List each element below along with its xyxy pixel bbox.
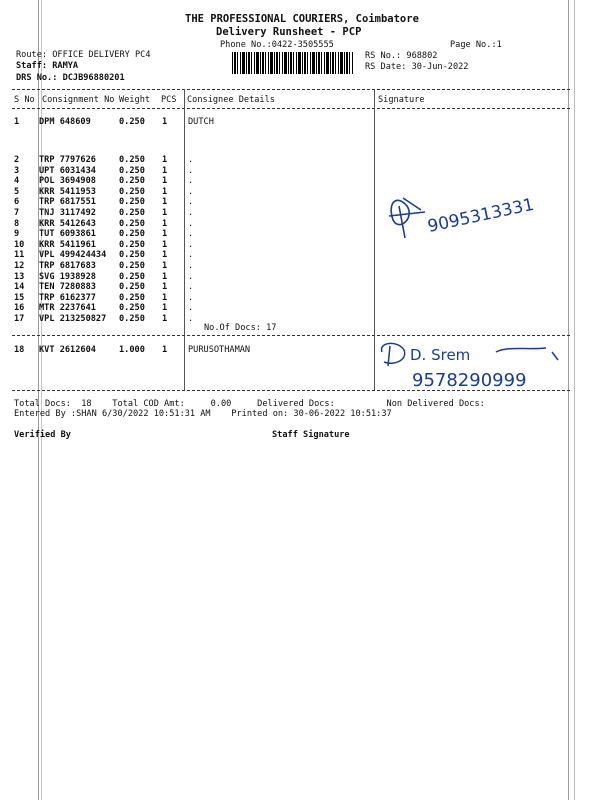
row-consignee: . (188, 208, 194, 218)
row-weight: 0.250 (119, 197, 145, 208)
staff-signature-label: Staff Signature (272, 430, 350, 440)
phone-number: Phone No.:0422-3505555 (220, 40, 334, 50)
row-pcs: 1 (162, 303, 168, 314)
row-pcs: 1 (162, 250, 168, 261)
row-weight: 1.000 (119, 345, 145, 355)
row-serial-number: 4 (14, 176, 20, 187)
table-row (0, 293, 600, 304)
signature-scribble-1 (385, 180, 555, 250)
page-number: Page No.:1 (450, 40, 502, 50)
col-signature: Signature (378, 95, 425, 105)
row-pcs: 1 (162, 282, 168, 293)
row-consignment-no: VPL 213250827 (39, 314, 107, 324)
row-pcs: 1 (162, 117, 168, 127)
entered-by-line: Entered By :SHAN 6/30/2022 10:51:31 AM Printed on: 30-06-2022 10:51:37 (14, 409, 392, 419)
row-pcs: 1 (162, 229, 168, 240)
table-row (0, 117, 600, 128)
row-serial-number: 14 (14, 282, 25, 293)
row-pcs: 1 (162, 261, 168, 271)
sheet-title: Delivery Runsheet - PCP (216, 26, 362, 38)
row-pcs: 1 (162, 239, 168, 250)
table-row (0, 250, 600, 261)
row-weight: 0.250 (119, 229, 145, 240)
staff: Staff: RAMYA (16, 61, 79, 71)
row-pcs: 1 (162, 292, 168, 303)
group-doc-count: No.Of Docs: 17 (204, 323, 277, 333)
row-weight: 0.250 (119, 239, 145, 250)
row-consignment-no: POL 3694908 (39, 176, 96, 187)
row-weight: 0.250 (119, 208, 145, 218)
table-row (0, 282, 600, 293)
row-pcs: 1 (162, 176, 168, 187)
totals-line: Total Docs: 18 Total COD Amt: 0.00 Delivered Docs: Non Delivered Docs: (14, 399, 485, 409)
signature-phone-1: 9095313331 (425, 194, 536, 237)
row-weight: 0.250 (119, 271, 145, 282)
row-pcs: 1 (162, 165, 168, 176)
row-consignee: . (188, 282, 194, 293)
row-serial-number: 7 (14, 208, 20, 218)
col-pcs: PCS (161, 95, 177, 105)
row-consignment-no: MTR 2237641 (39, 303, 96, 314)
row-weight: 0.250 (119, 165, 145, 176)
table-row (0, 314, 600, 325)
row-consignment-no: VPL 499424434 (39, 250, 107, 261)
row-weight: 0.250 (119, 314, 145, 324)
row-pcs: 1 (162, 314, 168, 324)
company-name: THE PROFESSIONAL COURIERS, Coimbatore (185, 13, 419, 25)
row-consignee: . (188, 229, 194, 240)
row-serial-number: 2 (14, 155, 20, 165)
col-consignee: Consignee Details (187, 95, 275, 105)
row-serial-number: 12 (14, 261, 25, 271)
row-consignment-no: TRP 6817683 (39, 261, 96, 271)
verified-by-label: Verified By (14, 430, 71, 440)
row-consignment-no: KRR 5412643 (39, 218, 96, 229)
row-pcs: 1 (162, 271, 168, 282)
row-consignee: . (188, 155, 194, 165)
row-consignment-no: UPT 6031434 (39, 165, 96, 176)
row-serial-number: 9 (14, 229, 20, 240)
row-serial-number: 13 (14, 271, 25, 282)
row-consignee: DUTCH (188, 117, 214, 127)
row-consignment-no: TEN 7280883 (39, 282, 96, 293)
row-consignment-no: TRP 7797626 (39, 155, 96, 165)
row-serial-number: 8 (14, 218, 20, 229)
row-pcs: 1 (162, 186, 168, 197)
row-serial-number: 10 (14, 239, 25, 250)
row-consignment-no: KVT 2612604 (39, 345, 96, 355)
row-weight: 0.250 (119, 250, 145, 261)
row-consignment-no: TRP 6162377 (39, 292, 96, 303)
row-consignee: . (188, 303, 194, 314)
route: Route: OFFICE DELIVERY PC4 (16, 50, 151, 60)
row-weight: 0.250 (119, 176, 145, 187)
barcode-image (232, 52, 354, 74)
row-weight: 0.250 (119, 282, 145, 293)
row-consignment-no: KRR 5411953 (39, 186, 96, 197)
row-serial-number: 18 (14, 345, 25, 355)
table-row (0, 155, 600, 166)
row-consignee: . (188, 250, 194, 261)
row-consignee: . (188, 314, 194, 324)
row-serial-number: 15 (14, 292, 25, 303)
row-serial-number: 3 (14, 165, 20, 176)
row-weight: 0.250 (119, 218, 145, 229)
row-serial-number: 5 (14, 186, 20, 197)
row-weight: 0.250 (119, 186, 145, 197)
row-serial-number: 16 (14, 303, 25, 314)
table-row (0, 261, 600, 272)
table-row (0, 272, 600, 283)
signature-phone-2: 9578290999 (412, 370, 527, 391)
row-serial-number: 6 (14, 197, 20, 208)
signature-scribble-2 (376, 338, 576, 393)
row-consignee: . (188, 186, 194, 197)
row-weight: 0.250 (119, 155, 145, 165)
row-serial-number: 17 (14, 314, 25, 324)
row-weight: 0.250 (119, 117, 145, 127)
row-pcs: 1 (162, 218, 168, 229)
row-pcs: 1 (162, 197, 168, 208)
row-pcs: 1 (162, 155, 168, 165)
table-row (0, 166, 600, 177)
row-consignment-no: TUT 6093861 (39, 229, 96, 240)
row-consignee: . (188, 239, 194, 250)
row-consignee: . (188, 261, 194, 271)
row-consignee: . (188, 292, 194, 303)
row-weight: 0.250 (119, 303, 145, 314)
col-weight: Weight (119, 95, 151, 105)
col-consignment: Consignment No (42, 95, 115, 105)
row-weight: 0.250 (119, 292, 145, 303)
row-consignee: . (188, 176, 194, 187)
row-serial-number: 11 (14, 250, 25, 261)
row-weight: 0.250 (119, 261, 145, 271)
row-consignee: PURUSOTHAMAN (188, 345, 251, 355)
rs-number: RS No.: 968802 (365, 51, 438, 61)
divider (12, 335, 570, 336)
row-consignment-no: SVG 1938928 (39, 271, 96, 282)
divider (12, 89, 570, 90)
row-consignee: . (188, 218, 194, 229)
row-consignee: . (188, 197, 194, 208)
row-consignee: . (188, 165, 194, 176)
row-consignment-no: TNJ 3117492 (39, 208, 96, 218)
row-consignment-no: DPM 648609 (39, 117, 91, 127)
drs-number: DRS No.: DCJB96880201 (16, 73, 125, 83)
row-pcs: 1 (162, 345, 168, 355)
col-sno: S No (14, 95, 35, 105)
signature-name-2: D. Srem (410, 346, 471, 364)
rs-date: RS Date: 30-Jun-2022 (365, 62, 469, 72)
row-serial-number: 1 (14, 117, 20, 127)
row-consignment-no: TRP 6817551 (39, 197, 96, 208)
table-row (0, 303, 600, 314)
row-consignee: . (188, 271, 194, 282)
divider (12, 108, 570, 109)
row-pcs: 1 (162, 208, 168, 218)
row-consignment-no: KRR 5411961 (39, 239, 96, 250)
